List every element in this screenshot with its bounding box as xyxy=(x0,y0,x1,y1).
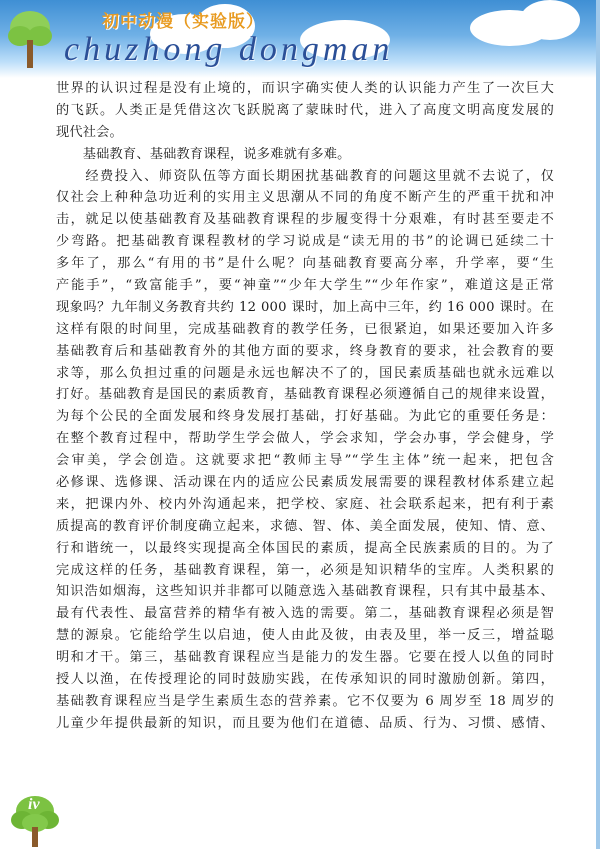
text-line: 质提高的教育评价制度确立起来，求德、智、体、美全面发展，使知、情、意、 xyxy=(56,518,554,534)
text-line: 必修课、选修课、活动课在内的适应公民素质发展需要的课程教材体系建立起 xyxy=(56,475,554,491)
text-line: 基础教育后和基础教育外的其他方面的要求，终身教育的要求，社会教育的要 xyxy=(56,343,554,359)
text-line: 少弯路。把基础教育课程教材的学习说成是“读无用的书”的论调已延续二十 xyxy=(56,234,554,250)
text-line: 在整个教育过程中，帮助学生学会做人，学会求知，学会办事，学会健身，学 xyxy=(56,431,554,447)
text-line: 这样有限的时间里，完成基础教育的教学任务，已很紧迫，如果还要加入许多 xyxy=(56,321,554,337)
text-line: 为每个公民的全面发展和终身发展打基础，打好基础。为此它的重要任务是： xyxy=(56,409,554,425)
tree-logo-icon xyxy=(2,6,62,76)
series-title-cn: 初中动漫（实验版） xyxy=(102,12,264,32)
text-line: 的飞跃。人类正是凭借这次飞跃脱离了蒙昧时代，进入了高度文明高度发展的 xyxy=(56,102,554,118)
text-line: 最有代表性、最富营养的精华有被入选的需要。第二，基础教育课程必须是智 xyxy=(56,606,554,622)
text-line: 现象吗？九年制义务教育共约 12 000 课时，加上高中三年，约 16 000 课时。在 xyxy=(56,299,554,315)
text-line: 授人以渔，在传授理论的同时鼓励实践，在传承知识的同时激励创新。第四， xyxy=(56,672,554,688)
cloud-shape xyxy=(520,0,580,40)
text-line: 明和才干。第三，基础教育课程应当是能力的发生器。它要在授人以鱼的同时 xyxy=(56,650,554,666)
text-line: 仅社会上种种急功近利的实用主义思潮从不同的角度不断产生的严重干扰和冲 xyxy=(56,190,554,206)
text-line: 世界的认识过程是没有止境的，而识字确实使人类的认识能力产生了一次巨大 xyxy=(56,81,554,96)
body-text xyxy=(56,78,554,735)
text-line: 多年了，那么“有用的书”是什么呢？向基础教育要高分率，升学率，要“生 xyxy=(56,256,554,272)
text-line: 产能手”，“致富能手”，要“神童”“少年大学生”“少年作家”，难道这是正常 xyxy=(56,278,554,294)
page-number: iv xyxy=(28,796,40,813)
text-line: 击，就足以使基础教育及基础教育课程的步履变得十分艰难，有时甚至要走不 xyxy=(56,212,554,228)
text-line: 行和谐统一，以最终实现提高全体国民的素质，提高全民族素质的目的。为了 xyxy=(56,540,554,556)
text-line: 打好。基础教育是国民的素质教育，基础教育课程必须遵循自己的规律来设置， xyxy=(56,387,554,403)
page-edge xyxy=(596,0,600,849)
page-header xyxy=(0,0,600,78)
text-line: 完成这样的任务，基础教育课程，第一，必须是知识精华的宝库。人类积累的 xyxy=(56,562,554,578)
text-line: 慧的源泉。它能给学生以启迪，使人由此及彼，由表及里，举一反三，增益聪 xyxy=(56,628,554,644)
text-line: 来，把课内外、校内外沟通起来，把学校、家庭、社会联系起来，把有利于素 xyxy=(56,496,554,512)
series-title-pinyin: chuzhong dongman xyxy=(64,31,394,68)
text-line: 会审美，学会创造。这就要求把“教师主导”“学生主体”统一起来，把包含 xyxy=(56,453,554,469)
text-line: 基础教育课程应当是学生素质生态的营养素。它不仅要为 6 周岁至 18 周岁的 xyxy=(56,693,554,709)
text-line: 儿童少年提供最新的知识，而且要为他们在道德、品质、行为、习惯、感情、 xyxy=(56,715,554,731)
text-line: 经费投入、师资队伍等方面长期困扰基础教育的问题这里就不去说了，仅 xyxy=(56,168,554,184)
text-line: 基础教育、基础教育课程，说多难就有多难。 xyxy=(56,146,351,162)
text-line: 知识浩如烟海，这些知识并非都可以随意选入基础教育课程，只有其中最基本、 xyxy=(56,584,554,600)
text-line: 现代社会。 xyxy=(56,124,123,140)
text-line: 求等，那么负担过重的问题是永远也解决不了的，国民素质基础也就永远难以 xyxy=(56,365,554,381)
